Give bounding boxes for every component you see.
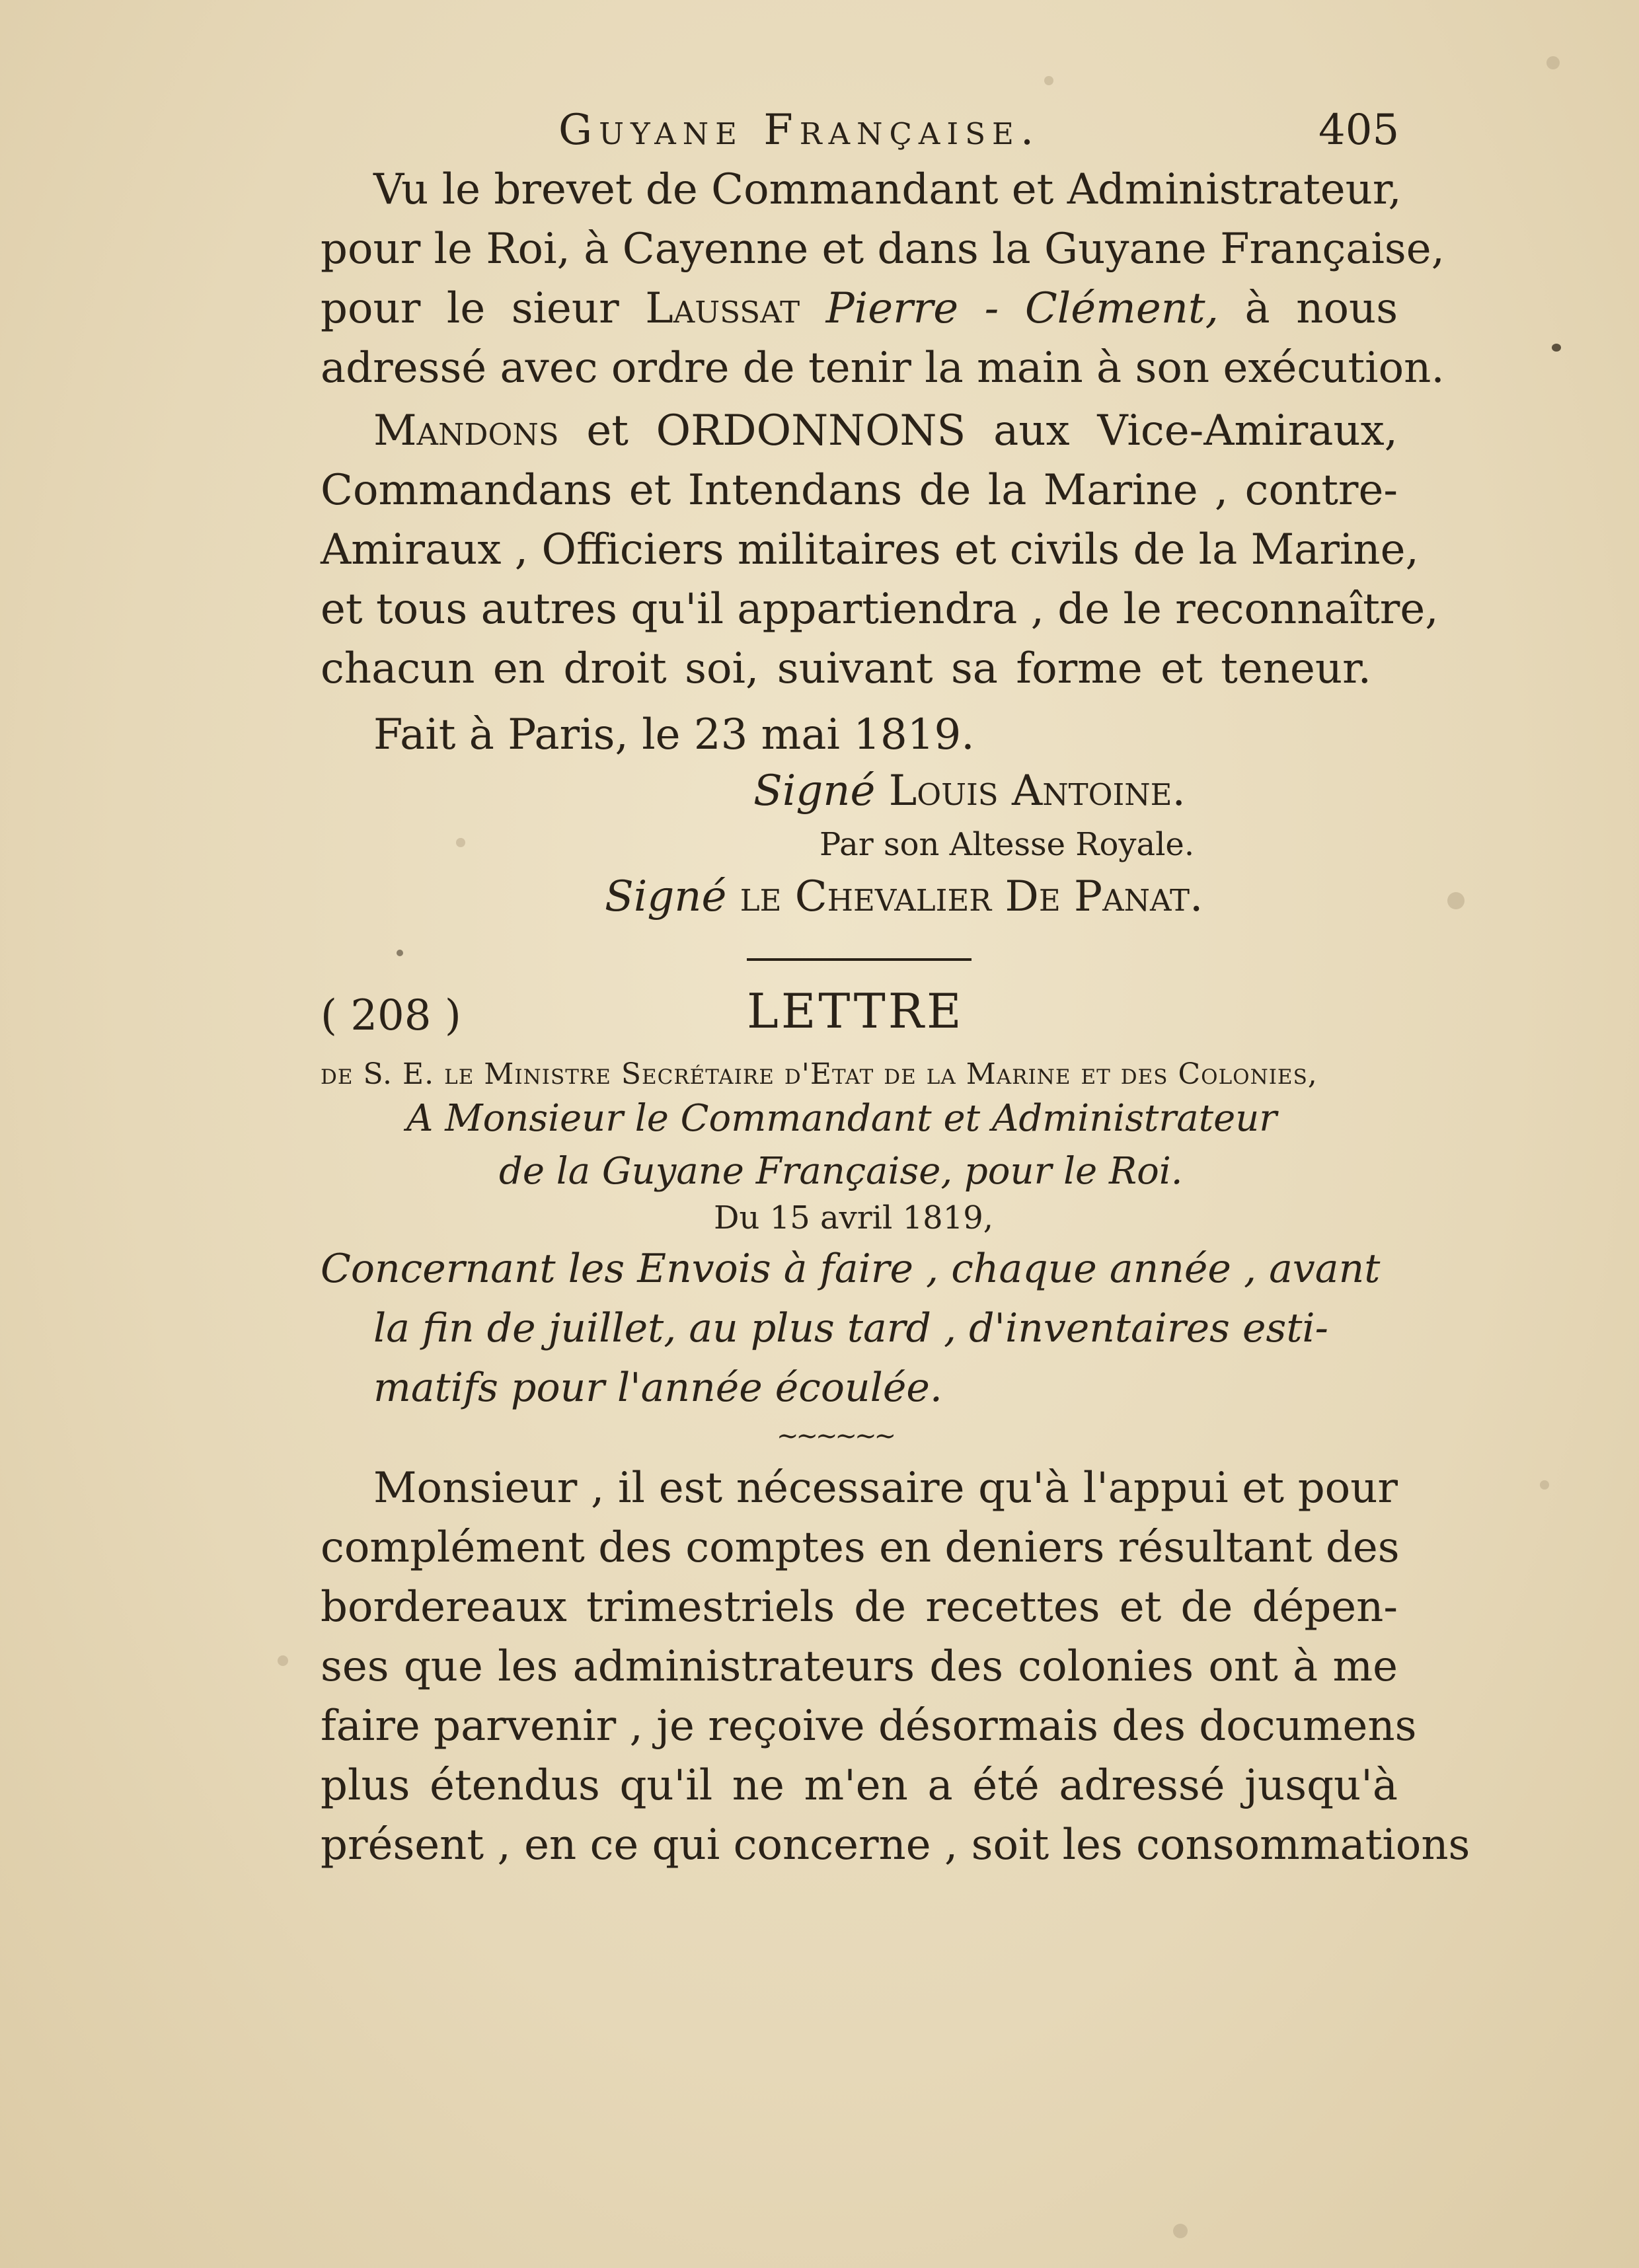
foxing-spot [1173,2224,1188,2238]
signature-line [753,767,1186,815]
lettre-to: A Monsieur le Commandant et Administrateur [406,1097,1277,1140]
signatory-name: le Chevalier De Panat. [740,872,1203,921]
text-line [321,284,1398,333]
lettre-subject: Concernant les Envois à faire , chaque année , avant [321,1246,1381,1292]
given-names: Pierre - Clément, [825,284,1219,333]
page-number: 405 [1318,106,1400,155]
text-span: chacun en droit soi, suivant sa forme et teneur. [321,644,1371,693]
person-name: Laussat [645,284,800,333]
text-span: Commandans et Intendans de la Marine , contre- [321,466,1398,515]
ornament-divider: ~~~~~~ [777,1421,894,1451]
foxing-spot [1044,76,1053,85]
foxing-spot [1546,56,1560,69]
signe-label: Signé [753,767,876,815]
text-span: et ORDONNONS aux Vice-Amiraux, [586,406,1398,455]
foxing-spot [397,950,403,956]
text-line [321,585,1439,634]
lettre-date: Du 15 avril 1819, [714,1199,994,1236]
text-line [321,344,1445,393]
foxing-spot [278,1655,288,1666]
altesse-line: Par son Altesse Royale. [820,826,1195,863]
foxing-spot [1540,1480,1549,1490]
text-span: bordereaux trimestriels de recettes et de dépen- [321,1583,1398,1632]
text-line [321,225,1445,274]
text-span: Vu le brevet de Commandant et Administrateur, [373,165,1402,214]
foxing-spot [1447,892,1465,909]
lettre-to: de la Guyane Française, pour le Roi. [499,1150,1183,1193]
foxing-spot [456,838,465,847]
text-span: complément des comptes en deniers résultant des [321,1523,1400,1572]
text-line [321,1583,1398,1632]
text-line [321,644,1371,693]
text-line [373,165,1402,214]
text-line [321,1702,1417,1751]
text-span: Amiraux , Officiers militaires et civils de la Marine, [321,525,1419,574]
signature-line [605,872,1203,921]
text-span: adressé avec ordre de tenir la main à son exécution. [321,344,1445,393]
text-span: pour le Roi, à Cayenne et dans la Guyane Française, [321,225,1445,274]
text-line [373,406,1398,455]
running-title: Guyane Française. [558,106,1041,155]
lettre-subject: la fin de juillet, au plus tard , d'inventaires esti- [373,1305,1328,1351]
date-line: Fait à Paris, le 23 mai 1819. [373,710,975,759]
lettre-from: de S. E. le Ministre Secrétaire d'Etat de la Marine et des Colonies, [321,1057,1318,1091]
text-span: pour le sieur [321,284,619,333]
signatory-name: Louis Antoine. [888,767,1186,815]
text-span: faire parvenir , je reçoive désormais des documens [321,1702,1417,1751]
text-line [373,1464,1398,1513]
lettre-subject: matifs pour l'année écoulée. [373,1365,942,1411]
lettre-number: ( 208 ) [321,991,461,1040]
text-span: Monsieur , il est nécessaire qu'à l'appui et pour [373,1464,1398,1513]
section-rule [747,958,972,961]
text-span: présent , en ce qui concerne , soit les consommations [321,1821,1470,1870]
signe-label: Signé [605,872,727,921]
lettre-title: LETTRE [747,983,964,1039]
text-line [321,1821,1470,1870]
text-line [321,1761,1398,1810]
text-span: à nous [1244,284,1398,333]
text-line [321,1523,1398,1572]
mandons-lead: Mandons [373,406,559,455]
foxing-spot [1552,344,1561,352]
text-span: ses que les administrateurs des colonies ont à me [321,1642,1398,1691]
text-line [321,466,1398,515]
text-line [321,1642,1398,1691]
text-span: et tous autres qu'il appartiendra , de le reconnaître, [321,585,1439,634]
text-span: plus étendus qu'il ne m'en a été adressé jusqu'à [321,1761,1398,1810]
text-line [321,525,1419,574]
